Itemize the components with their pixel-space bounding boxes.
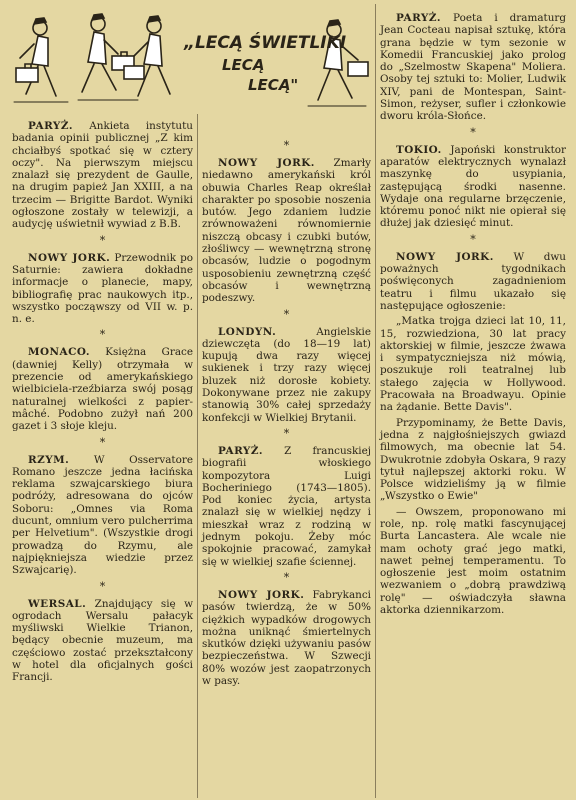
dateline: MONACO.	[28, 346, 90, 359]
item-text: Angielskie dziewczęta (do 18—19 lat) kupują dwa razy więcej sukienek i trzy razy więcej bluzek niż dorosłe kobiety. Dokonywane przez nie zakupy stanowią 30% całej sprzedaży konfekcji w Wielkiej Brytanii.	[202, 325, 371, 424]
news-item-wersal	[10, 598, 195, 684]
star-separator: *	[99, 579, 106, 593]
item-text: Fabrykanci pasów twierdzą, że w 50% ciężkich wypadków drogowych można uniknąć śmiertelnych skutków dzięki używaniu pasów bezpieczeństwa. W Szwecji 80% wozów jest zaopatrzonych w pasy.	[202, 588, 371, 687]
dateline: WERSAL.	[28, 597, 87, 610]
item-text: Przewodnik po Saturnie: zawiera dokładne informacje o planecie, mapy, bibliografię prac naukowych itp., wszystko począwszy od VII w. p. n. e.	[12, 251, 193, 326]
dateline: RZYM.	[28, 453, 70, 466]
news-item-paryz-3	[378, 12, 568, 123]
star-separator: *	[99, 328, 106, 342]
star-separator: *	[99, 233, 106, 247]
dateline: NOWY JORK.	[396, 250, 494, 263]
item-text: Ankieta instytutu badania opinii publicznej „Z kim chciałbyś spotkać się w cztery oczy". Na pierwszym miejscu znalazł się prezydent de Gaulle, na drugim papież Jan XXIII, a na trzecim — Brigitte Bardot. Wyniki ogłoszone zostały w telewizji, a audycję uświetnił wywiad z B.B.	[12, 120, 193, 231]
star-separator: *	[470, 232, 476, 246]
item-text: Z francuskiej biografii włoskiego kompozytora Luigi Bocheriniego (1743—1805). Pod koniec życia, artysta znalazł się w wielkiej nędzy i mieszkał wraz z rodziną w jednym pokoju. Żeby móc spokojnie pracować, zamykał się w wielkiej szafie ściennej.	[202, 444, 371, 568]
news-item-nowy-jork-1	[10, 252, 195, 326]
dateline: NOWY JORK.	[218, 588, 305, 601]
dateline: PARYŻ.	[28, 120, 74, 132]
banner-subtitle-1: LECĄ	[222, 56, 265, 74]
star-separator: *	[283, 307, 290, 321]
star-separator: *	[283, 426, 290, 440]
dateline: PARYŻ.	[218, 444, 264, 457]
banner-title: „LECĄ ŚWIETLIKI	[184, 33, 347, 53]
banner-subtitle-2: LECĄ"	[248, 76, 299, 94]
column-divider-2	[375, 4, 376, 798]
dateline: TOKIO.	[396, 143, 442, 156]
dateline: NOWY JORK.	[28, 251, 111, 264]
dateline: PARYŻ.	[396, 12, 442, 24]
news-item-nowy-jork-4	[378, 251, 568, 617]
item-text: Japoński konstruktor aparatów elektrycznych wynalazł maszynkę do usypiania, zastępującą środki nasenne. Wydaje ona regularne brzęczenie, któremu ponoć nikt nie opierał się dłużej jak dziesięć minut.	[380, 143, 566, 230]
item-text-continued: Przypominamy, że Bette Davis, jedna z najgłośniejszych gwiazd filmowych, ma obecnie lat 54. Dwukrotnie zdobyła Oskara, 9 razy tytuł najlepszej aktorki roku. W Polsce widzieliśmy ją w filmie „Wszystko o Ewie"	[380, 416, 566, 503]
column-divider-1	[197, 114, 198, 798]
column-3	[378, 12, 568, 616]
column-1	[10, 120, 195, 684]
item-text: Znajdujący się w ogrodach Wersalu pałacyk myśliwski Wielkie Trianon, będący obecnie muzeum, ma częściowo zostać przekształcony w hotel dla oficjalnych gości Francji.	[12, 597, 193, 684]
star-separator: *	[283, 570, 290, 584]
news-item-londyn	[200, 326, 373, 424]
news-item-nowy-jork-3	[200, 589, 373, 687]
star-separator: *	[283, 139, 290, 152]
walking-men-drawing	[8, 6, 370, 114]
item-text: Zmarły niedawno amerykański król obuwia Charles Reap określał charakter po sposobie noszenia butów. Jego zdaniem ludzie zrównoważeni równomiernie niszczą obcasy i czubki butów, złośliwcy — wewnętrzną stronę obcasów, ludzie o pogodnym usposobieniu zewnętrzną część obcasów i wewnętrzną podeszwy.	[202, 157, 371, 305]
column-2	[200, 120, 373, 687]
item-text: Poeta i dramaturg Jean Cocteau napisał sztukę, która grana będzie w tym sezonie w Komedii Francuskiej jako prolog do „Szelmostw Skapena" Moliera. Osoby tej sztuki to: Molier, Ludwik XIV, pani de Montespan, Saint-Simon, reżyser, sufler i członkowie dworu króla-Słońce.	[380, 12, 567, 123]
item-text: W dwu poważnych tygodnikach poświęconych zagadnieniom teatru i filmu ukazało się następujące ogłoszenie:	[380, 250, 566, 312]
news-item-paryz-1	[10, 120, 195, 231]
news-item-monaco	[10, 346, 195, 432]
dateline: LONDYN.	[218, 325, 277, 338]
column-2-top-spacer	[200, 120, 373, 136]
advertisement-quote: „Matka trojga dzieci lat 10, 11, 15, rozwiedziona, 30 lat pracy aktorskiej w filmie, jeszcze żwawa i sympatyczniejsza niż mówią, poszukuje roli teatralnej lub stałego zajęcia w Hollywood. Pracowała na Broadwayu. Opinie na żądanie. Bette Davis".	[380, 315, 566, 414]
news-item-paryz-2	[200, 445, 373, 568]
banner-illustration	[8, 6, 370, 114]
news-item-nowy-jork-2	[200, 157, 373, 305]
news-item-rzym	[10, 454, 195, 577]
item-text: W Osservatore Romano jeszcze jedna łacińska reklama szwajcarskiego biura podróży, adresowana do ojców Soboru: „Omnes via Roma ducunt, omnium vero pulcherrima per Helvetium". (Wszystkie drogi prowadzą do Rzymu, ale najpiękniejsza wiedzie przez Szwajcarię).	[12, 453, 193, 577]
item-text: Księżna Grace (dawniej Kelly) otrzymała w prezencie od amerykańskiego wielbiciela-rzeźbiarza swój posąg naturalnej wielkości z papier-mâché. Podobno zużył nań 200 gazet i 3 słoje kleju.	[12, 346, 193, 433]
star-separator: *	[470, 125, 476, 139]
item-text-quote-2: — Owszem, proponowano mi role, np. rolę matki fascynującej Burta Lancastera. Ale wcale nie mam ochoty grać jego matki, nawet pełnej temperamentu. To ogłoszenie jest moim ostatnim wezwaniem o „dobrą prawdziwą rolę" — oświadczyła sławna aktorka dziennikarzom.	[380, 505, 566, 617]
star-separator: *	[99, 435, 106, 449]
news-item-tokio	[378, 144, 568, 230]
dateline: NOWY JORK.	[218, 157, 315, 169]
